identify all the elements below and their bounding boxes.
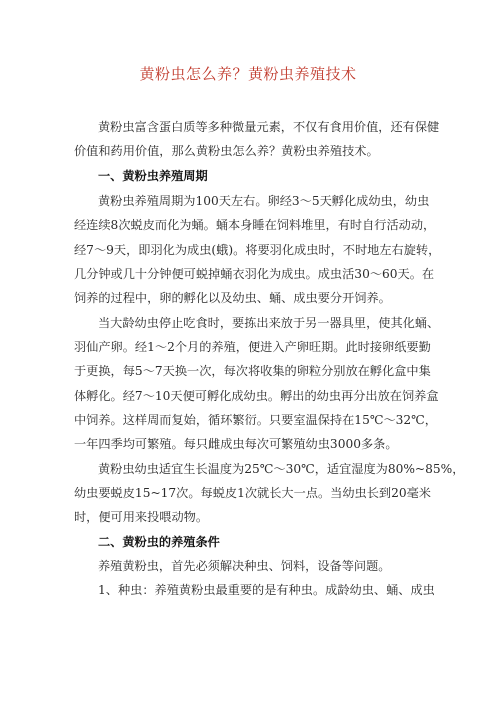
paragraph-line: 一年四季均可繁殖。每只雌成虫每次可繁殖幼虫3000多条。 xyxy=(74,437,398,451)
paragraph-line: 当大龄幼虫停止吃食时，要拣出来放于另一器具里，使其化蛹、 xyxy=(98,316,440,330)
paragraph-line: 几分钟或几十分钟便可蜕掉蛹衣羽化为成虫。成虫活30～60天。在 xyxy=(74,267,435,281)
paragraph-line: 黄粉虫富含蛋白质等多种微量元素，不仅有食用价值，还有保健 xyxy=(98,120,440,134)
paragraph-line: 于更换，每5～7天换一次，每次将收集的卵粒分别放在孵化盒中集 xyxy=(74,364,431,378)
paragraph-line: 经连续8次蜕皮而化为蛹。蛹本身睡在饲料堆里，有时自行活动动， xyxy=(74,218,436,232)
paragraph-line: 1、种虫：养殖黄粉虫最重要的是有种虫。成龄幼虫、蛹、成虫 xyxy=(98,583,435,597)
document-title: 黄粉虫怎么养？黄粉虫养殖技术 xyxy=(139,65,357,83)
paragraph-line: 体孵化。经7～10天便可孵化成幼虫。孵出的幼虫再分出放在饲养盒 xyxy=(74,389,439,403)
paragraph-line: 价值和药用价值，那么黄粉虫怎么养？黄粉虫养殖技术。 xyxy=(74,144,379,158)
paragraph-line: 中饲养。这样周而复始，循环繁衍。只要室温保持在15℃～32℃， xyxy=(74,413,437,427)
paragraph-line: 黄粉虫幼虫适宜生长温度为25℃～30℃，适宜湿度为80%~85%， xyxy=(98,462,465,476)
section-heading: 一、黄粉虫养殖周期 xyxy=(98,169,208,183)
section-heading: 二、黄粉虫的养殖条件 xyxy=(98,535,220,549)
paragraph-line: 经7～9天，即羽化为成虫(蛾)。将要羽化成虫时，不时地左右旋转， xyxy=(74,243,441,257)
paragraph-line: 羽仙产卵。经1～2个月的养殖，便进入产卵旺期。此时接卵纸要勤 xyxy=(74,340,431,354)
paragraph-line: 幼虫要蜕皮15~17次。每蜕皮1次就长大一点。当幼虫长到20毫米 xyxy=(74,486,431,500)
paragraph-line: 饲养的过程中，卵的孵化以及幼虫、蛹、成虫要分开饲养。 xyxy=(74,291,391,305)
paragraph-line: 黄粉虫养殖周期为100天左右。卵经3～5天孵化成幼虫，幼虫 xyxy=(98,194,430,208)
paragraph-line: 养殖黄粉虫，首先必须解决种虫、饲料，设备等问题。 xyxy=(98,559,391,573)
paragraph-line: 时，便可用来投喂动物。 xyxy=(74,510,209,524)
